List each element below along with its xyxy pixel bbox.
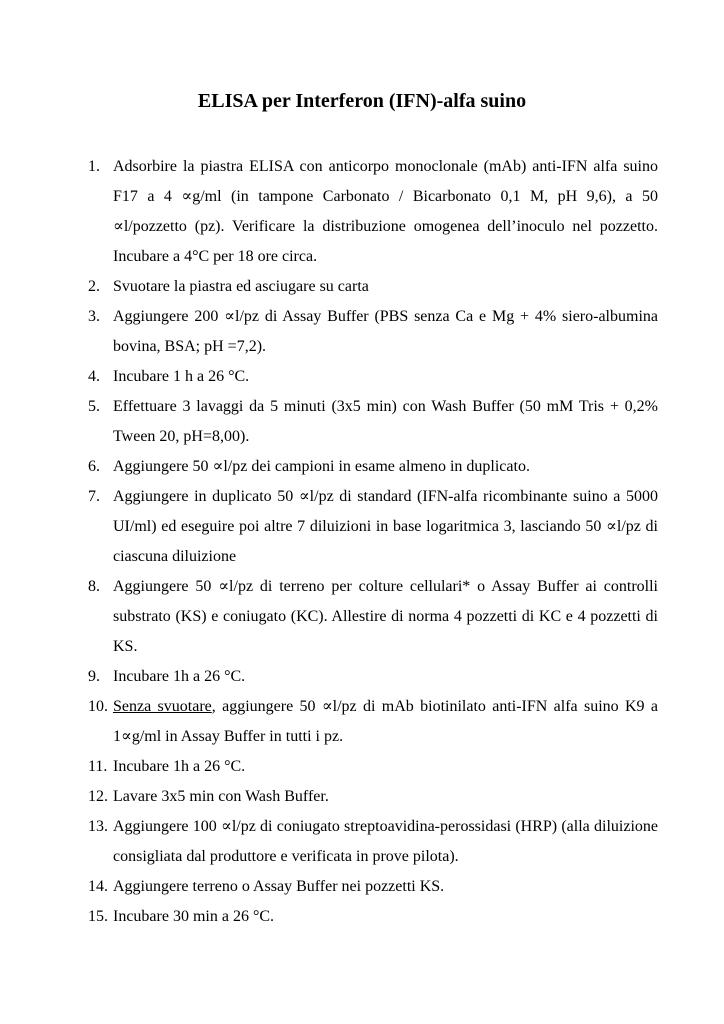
- step-13: [88, 812, 658, 872]
- step-number: 2.: [88, 278, 100, 295]
- step-12: [88, 782, 658, 812]
- step-text: Effettuare 3 lavaggi da 5 minuti (3x5 min) con Wash Buffer (50 mM Tris + 0,2% Tween 20, pH=8,00).: [113, 398, 658, 445]
- step-7: [88, 482, 658, 572]
- step-number: 6.: [88, 458, 100, 475]
- step-number: 11.: [88, 758, 108, 775]
- step-number: 3.: [88, 308, 100, 325]
- step-8: [88, 572, 658, 662]
- step-2: [88, 272, 658, 302]
- step-number: 10.: [88, 698, 108, 715]
- step-9: [88, 662, 658, 692]
- step-text: Aggiungere 50 ∝l/pz di terreno per colture cellulari* o Assay Buffer ai controlli substrato (KS) e coniugato (KC). Allestire di norma 4 pozzetti di KC e 4 pozzetti di KS.: [113, 578, 658, 655]
- step-number: 1.: [88, 158, 100, 175]
- step-10: [88, 692, 658, 752]
- step-number: 4.: [88, 368, 100, 385]
- protocol-steps-list: [88, 152, 658, 932]
- step-text: Aggiungere terreno o Assay Buffer nei pozzetti KS.: [113, 878, 445, 895]
- step-text-rest: , aggiungere 50 ∝l/pz di mAb biotinilato anti-IFN alfa suino K9 a 1∝g/ml in Assay Buffer in tutti i pz.: [113, 698, 658, 745]
- page-title: ELISA per Interferon (IFN)-alfa suino: [197, 90, 527, 112]
- step-text: Aggiungere 50 ∝l/pz dei campioni in esame almeno in duplicato.: [113, 458, 530, 475]
- step-text: Svuotare la piastra ed asciugare su carta: [113, 278, 369, 295]
- step-text: Aggiungere 200 ∝l/pz di Assay Buffer (PBS senza Ca e Mg + 4% siero-albumina bovina, BSA; pH =7,2).: [113, 308, 658, 355]
- step-text: Incubare 1h a 26 °C.: [113, 758, 246, 775]
- step-number: 9.: [88, 668, 100, 685]
- step-15: [88, 902, 658, 932]
- step-number: 13.: [88, 818, 108, 835]
- step-text: Aggiungere in duplicato 50 ∝l/pz di standard (IFN-alfa ricombinante suino a 5000 UI/ml) ed eseguire poi altre 7 diluizioni in base logaritmica 3, lasciando 50 ∝l/pz di ciascuna diluizione: [113, 488, 658, 565]
- step-text: Incubare 30 min a 26 °C.: [113, 908, 275, 925]
- step-text: Incubare 1h a 26 °C.: [113, 668, 246, 685]
- step-number: 8.: [88, 578, 100, 595]
- step-underlined-phrase: Senza svuotare: [113, 698, 212, 715]
- step-text: [113, 692, 658, 752]
- step-3: [88, 302, 658, 362]
- step-text: Incubare 1 h a 26 °C.: [113, 368, 250, 385]
- step-text: Adsorbire la piastra ELISA con anticorpo monoclonale (mAb) anti-IFN alfa suino F17 a 4 ∝g/ml (in tampone Carbonato / Bicarbonato 0,1 M, pH 9,6), a 50 ∝l/pozzetto (pz). Verificare la distribuzione omogenea dell’inoculo nel pozzetto. Incubare a 4°C per 18 ore circa.: [113, 158, 658, 265]
- step-text: Lavare 3x5 min con Wash Buffer.: [113, 788, 329, 805]
- step-number: 14.: [88, 878, 108, 895]
- step-1: [88, 152, 658, 272]
- step-number: 15.: [88, 908, 108, 925]
- step-number: 5.: [88, 398, 100, 415]
- step-14: [88, 872, 658, 902]
- step-5: [88, 392, 658, 452]
- step-6: [88, 452, 658, 482]
- step-number: 7.: [88, 488, 100, 505]
- step-11: [88, 752, 658, 782]
- step-number: 12.: [88, 788, 108, 805]
- step-4: [88, 362, 658, 392]
- step-text: Aggiungere 100 ∝l/pz di coniugato streptoavidina-perossidasi (HRP) (alla diluizione consigliata dal produttore e verificata in prove pilota).: [113, 818, 658, 865]
